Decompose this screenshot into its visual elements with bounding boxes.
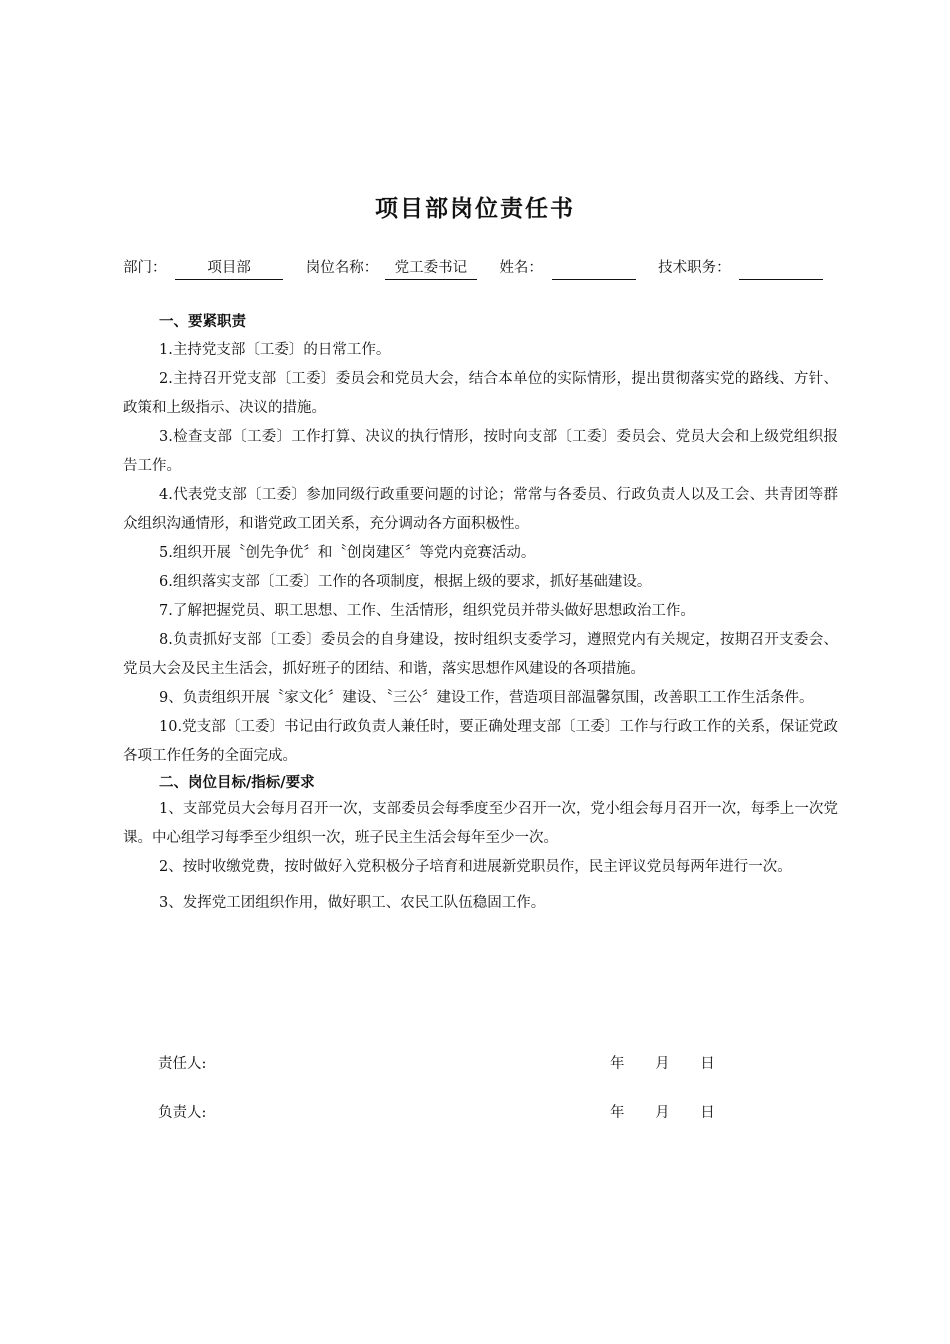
document-body <box>123 307 838 918</box>
duty-item: 8.负责抓好支部〔工委〕委员会的自身建设，按时组织支委学习，遵照党内有关规定，按期召开支委会、党员大会及民主生活会，抓好班子的团结、和谐，落实思想作风建设的各项措施。 <box>123 632 838 677</box>
signature-principal <box>158 1102 758 1124</box>
target-item: 3、发挥党工团组织作用，做好职工、农民工队伍稳固工作。 <box>159 895 546 911</box>
date-field <box>610 1102 741 1124</box>
responsible-label: 责任人: <box>158 1056 207 1072</box>
duty-item: 5.组织开展〝创先争优〞和〝创岗建区〞等党内竞赛活动。 <box>159 545 536 561</box>
duty-item: 7.了解把握党员、职工思想、工作、生活情形，组织党员并带头做好思想政治工作。 <box>159 603 695 619</box>
month-label: 月 <box>655 1105 670 1121</box>
dept-value: 项目部 <box>175 257 283 280</box>
duty-item: 3.检查支部〔工委〕工作打算、决议的执行情形，按时向支部〔工委〕委员会、党员大会和上级党组织报告工作。 <box>123 429 838 474</box>
post-label: 岗位名称： <box>305 260 379 276</box>
duty-item: 1.主持党支部〔工委〕的日常工作。 <box>159 342 391 358</box>
section1-heading: 一、要紧职责 <box>159 313 246 330</box>
duty-item: 4.代表党支部〔工委〕参加同级行政重要问题的讨论；常常与各委员、行政负责人以及工会、共青团等群众组织沟通情形，和谐党政工团关系，充分调动各方面积极性。 <box>123 487 838 532</box>
month-label: 月 <box>655 1056 670 1072</box>
target-item: 1、支部党员大会每月召开一次，支部委员会每季度至少召开一次，党小组会每月召开一次，每季上一次党课。中心组学习每季至少组织一次，班子民主生活会每年至少一次。 <box>123 801 838 846</box>
duty-item: 10.党支部〔工委〕书记由行政负责人兼任时，要正确处理支部〔工委〕工作与行政工作的关系，保证党政各项工作任务的全面完成。 <box>123 719 838 764</box>
target-item: 2、按时收缴党费，按时做好入党积极分子培育和进展新党职员作，民主评议党员每两年进行一次。 <box>159 859 792 875</box>
year-label: 年 <box>610 1105 625 1121</box>
day-label: 日 <box>700 1056 715 1072</box>
dept-label: 部门： <box>123 260 167 276</box>
section2-heading: 二、岗位目标/指标/要求 <box>159 774 315 791</box>
document-title: 项目部岗位责任书 <box>375 195 575 222</box>
year-label: 年 <box>610 1056 625 1072</box>
duty-item: 9、负责组织开展〝家文化〞建设、〝三公〞建设工作，营造项目部温馨氛围，改善职工工作生活条件。 <box>159 690 814 706</box>
tech-label: 技术职务： <box>658 260 731 276</box>
duty-item: 2.主持召开党支部〔工委〕委员会和党员大会，结合本单位的实际情形，提出贯彻落实党的路线、方针、政策和上级指示、决议的措施。 <box>123 371 838 416</box>
name-label: 姓名： <box>499 260 543 276</box>
post-value: 党工委书记 <box>385 257 477 280</box>
date-field <box>610 1053 741 1075</box>
day-label: 日 <box>700 1105 715 1121</box>
principal-label: 负责人: <box>158 1105 207 1121</box>
tech-value <box>739 259 823 280</box>
duty-item: 6.组织落实支部〔工委〕工作的各项制度，根据上级的要求，抓好基础建设。 <box>159 574 652 590</box>
signature-responsible <box>158 1053 758 1075</box>
meta-row <box>123 257 843 280</box>
name-value <box>552 259 636 280</box>
